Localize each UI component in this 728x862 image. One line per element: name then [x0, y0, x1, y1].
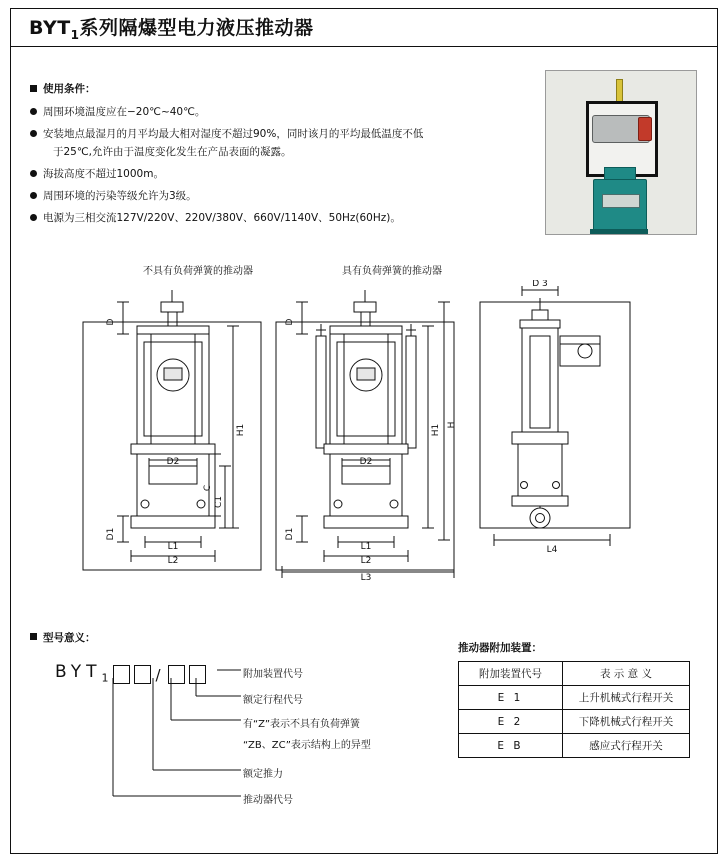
table-cell-meaning: 感应式行程开关 [562, 734, 689, 758]
condition-text: 电源为三相交流127V/220V、220V/380V、660V/1140V、50Hz(60Hz)。 [43, 212, 401, 225]
model-code-heading [30, 630, 450, 645]
list-item [30, 211, 530, 225]
square-bullet-icon [30, 85, 37, 92]
page-title-main: BYT [29, 17, 71, 40]
condition-text: 周围环境温度应在−20℃~40℃。 [43, 106, 206, 119]
svg-text:L2: L2 [360, 556, 372, 566]
dot-bullet-icon [30, 130, 37, 137]
page-title [29, 13, 314, 42]
page-title-bar [11, 9, 717, 47]
leader-label-stroke: 额定行程代号 [243, 695, 303, 706]
photo-body [593, 179, 647, 233]
svg-text:L3: L3 [360, 573, 372, 583]
usage-conditions-block [30, 82, 530, 233]
table-row [459, 710, 690, 734]
leader-label-rated-thrust: 额定推力 [243, 769, 283, 780]
model-code-heading-text: 型号意义： [43, 632, 96, 644]
svg-text:L4: L4 [546, 545, 558, 555]
dot-bullet-icon [30, 192, 37, 199]
photo-motor-cap [638, 117, 652, 141]
svg-text:H1: H1 [236, 423, 246, 437]
model-code-prefix-sub: 1 [101, 671, 109, 684]
square-bullet-icon [30, 633, 37, 640]
page-title-subscript: 1 [70, 27, 80, 42]
list-item [30, 167, 530, 181]
dot-bullet-icon [30, 214, 37, 221]
photo-base [590, 229, 648, 234]
table-row [459, 686, 690, 710]
code-slash: / [155, 666, 161, 684]
drawing-caption-middle: 具有负荷弹簧的推动器 [342, 266, 442, 277]
usage-conditions-heading [30, 82, 530, 96]
condition-text-line2: 于25℃,允许由于温度变化发生在产品表面的凝露。 [53, 145, 292, 158]
drawing-caption-left: 不具有负荷弹簧的推动器 [143, 266, 253, 277]
svg-text:D2: D2 [359, 457, 373, 467]
dot-bullet-icon [30, 108, 37, 115]
svg-text:D: D [106, 318, 116, 326]
svg-text:C1: C1 [214, 495, 224, 509]
model-code-section [30, 630, 450, 645]
dot-bullet-icon [30, 170, 37, 177]
model-code-prefix-text: BYT [55, 661, 102, 682]
model-code-leader-labels [55, 660, 455, 820]
table-cell-meaning: 上升机械式行程开关 [562, 686, 689, 710]
svg-text:D1: D1 [285, 527, 295, 541]
list-item [30, 105, 530, 119]
svg-text:C: C [203, 484, 213, 492]
leader-label-zb-zc-meaning: “ZB、ZC”表示结构上的异型 [243, 740, 371, 751]
svg-text:H: H [447, 421, 457, 429]
svg-text:L2: L2 [167, 556, 179, 566]
svg-text:L1: L1 [167, 542, 179, 552]
table-row [459, 734, 690, 758]
condition-text: 海拔高度不超过1000m。 [43, 167, 164, 180]
attachment-table-title: 推动器附加装置： [458, 642, 542, 654]
table-header-row [459, 662, 690, 686]
condition-text: 周围环境的污染等级允许为3级。 [43, 189, 197, 202]
attachment-table-block [458, 640, 690, 758]
table-cell-code: E 1 [459, 686, 563, 710]
leader-label-pusher-code: 推动器代号 [243, 795, 293, 806]
table-cell-meaning: 下降机械式行程开关 [562, 710, 689, 734]
product-photo [545, 70, 697, 235]
table-header-code: 附加装置代号 [459, 662, 563, 686]
svg-text:D 3: D 3 [532, 280, 548, 289]
svg-text:D: D [285, 318, 295, 326]
list-item [30, 127, 530, 158]
svg-text:D2: D2 [166, 457, 180, 467]
table-cell-code: E B [459, 734, 563, 758]
technical-drawings [30, 262, 698, 612]
drawing-without-load-spring [65, 280, 280, 600]
svg-text:H1: H1 [431, 423, 441, 437]
svg-text:D1: D1 [106, 527, 116, 541]
list-item [30, 189, 530, 203]
svg-text:L1: L1 [360, 542, 372, 552]
usage-conditions-heading-text: 使用条件： [43, 83, 96, 95]
page-title-rest: 系列隔爆型电力液压推动器 [79, 17, 314, 40]
condition-text: 安装地点最湿月的月平均最大相对湿度不超过90%，同时该月的平均最低温度不低 [43, 128, 424, 141]
attachment-table [458, 661, 690, 758]
leader-label-z-meaning: 有“Z”表示不具有负荷弹簧 [243, 719, 361, 730]
drawing-side-view [460, 280, 660, 600]
leader-label-attachment: 附加装置代号 [243, 669, 303, 680]
table-header-meaning: 表 示 意 义 [562, 662, 689, 686]
drawing-with-load-spring [258, 280, 473, 600]
table-cell-code: E 2 [459, 710, 563, 734]
